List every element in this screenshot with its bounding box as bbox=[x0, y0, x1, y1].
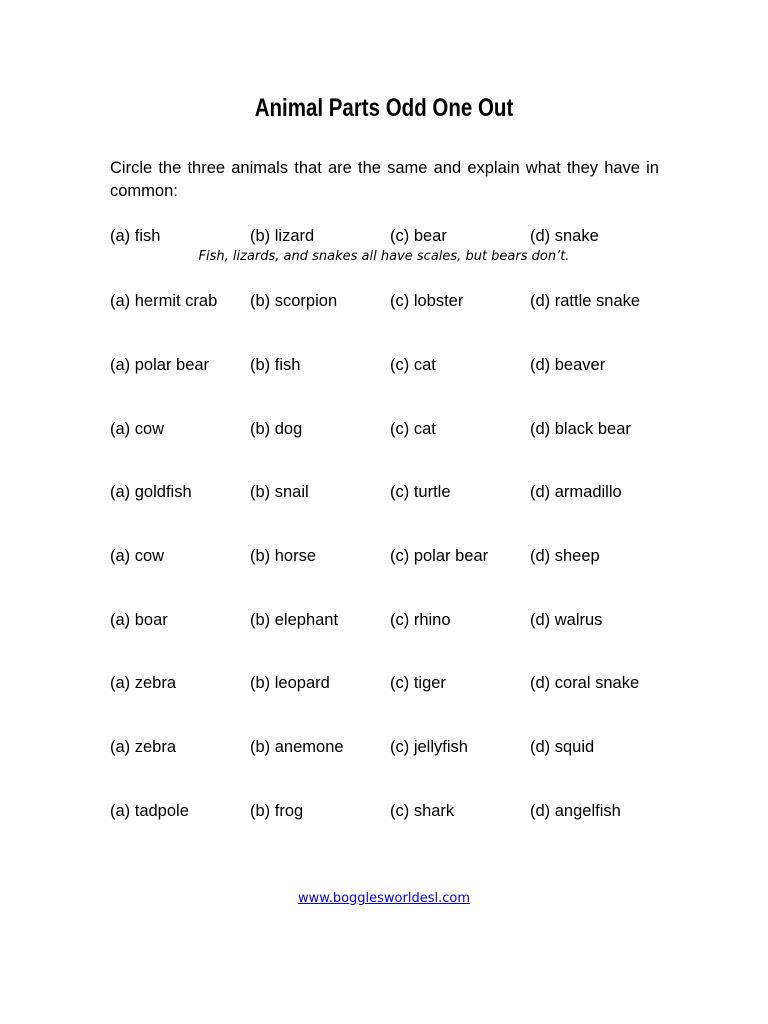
option-d[interactable]: (d) rattle snake bbox=[530, 292, 641, 310]
option-c[interactable]: (c) tiger bbox=[390, 674, 446, 692]
question-row bbox=[110, 420, 670, 442]
question-row bbox=[110, 738, 670, 760]
option-b[interactable]: (b) anemone bbox=[250, 738, 344, 756]
option-d[interactable]: (d) squid bbox=[530, 738, 595, 756]
question-row bbox=[110, 483, 670, 505]
question-row bbox=[110, 227, 670, 249]
question-row bbox=[110, 292, 670, 314]
option-a[interactable]: (a) zebra bbox=[110, 674, 177, 692]
option-d[interactable]: (d) walrus bbox=[530, 611, 603, 629]
option-a[interactable]: (a) cow bbox=[110, 547, 165, 565]
option-a[interactable]: (a) tadpole bbox=[110, 802, 189, 820]
option-c[interactable]: (c) jellyfish bbox=[390, 738, 468, 756]
option-b[interactable]: (b) leopard bbox=[250, 674, 330, 692]
option-a[interactable]: (a) goldfish bbox=[110, 483, 192, 501]
question-row bbox=[110, 674, 670, 696]
option-c[interactable]: (c) shark bbox=[390, 802, 455, 820]
question-row bbox=[110, 611, 670, 633]
example-answer: Fish, lizards, and snakes all have scales, but bears don’t. bbox=[198, 249, 570, 264]
option-d[interactable]: (d) coral snake bbox=[530, 674, 640, 692]
option-c[interactable]: (c) polar bear bbox=[390, 547, 489, 565]
option-c[interactable]: (c) bear bbox=[390, 227, 447, 245]
question-row bbox=[110, 547, 670, 569]
option-a[interactable]: (a) polar bear bbox=[110, 356, 210, 374]
option-b[interactable]: (b) elephant bbox=[250, 611, 339, 629]
option-d[interactable]: (d) armadillo bbox=[530, 483, 622, 501]
option-d[interactable]: (d) snake bbox=[530, 227, 599, 245]
option-c[interactable]: (c) lobster bbox=[390, 292, 464, 310]
option-a[interactable]: (a) cow bbox=[110, 420, 165, 438]
page-title: Animal Parts Odd One Out bbox=[254, 94, 514, 122]
option-a[interactable]: (a) zebra bbox=[110, 738, 177, 756]
option-a[interactable]: (a) fish bbox=[110, 227, 161, 245]
option-c[interactable]: (c) cat bbox=[390, 420, 436, 438]
option-a[interactable]: (a) hermit crab bbox=[110, 292, 218, 310]
instructions-text: Circle the three animals that are the same and explain what they have in common: bbox=[110, 159, 659, 200]
option-d[interactable]: (d) angelfish bbox=[530, 802, 621, 820]
option-d[interactable]: (d) sheep bbox=[530, 547, 600, 565]
option-b[interactable]: (b) frog bbox=[250, 802, 304, 820]
option-b[interactable]: (b) scorpion bbox=[250, 292, 338, 310]
option-d[interactable]: (d) beaver bbox=[530, 356, 606, 374]
question-row bbox=[110, 356, 670, 378]
option-b[interactable]: (b) fish bbox=[250, 356, 301, 374]
option-b[interactable]: (b) dog bbox=[250, 420, 303, 438]
question-row bbox=[110, 802, 670, 824]
option-c[interactable]: (c) cat bbox=[390, 356, 436, 374]
option-d[interactable]: (d) black bear bbox=[530, 420, 631, 438]
option-a[interactable]: (a) boar bbox=[110, 611, 168, 629]
option-c[interactable]: (c) rhino bbox=[390, 611, 451, 629]
footer-website-link[interactable]: www.bogglesworldesl.com bbox=[297, 891, 470, 906]
option-b[interactable]: (b) horse bbox=[250, 547, 317, 565]
option-c[interactable]: (c) turtle bbox=[390, 483, 451, 501]
option-b[interactable]: (b) lizard bbox=[250, 227, 315, 245]
option-b[interactable]: (b) snail bbox=[250, 483, 309, 501]
